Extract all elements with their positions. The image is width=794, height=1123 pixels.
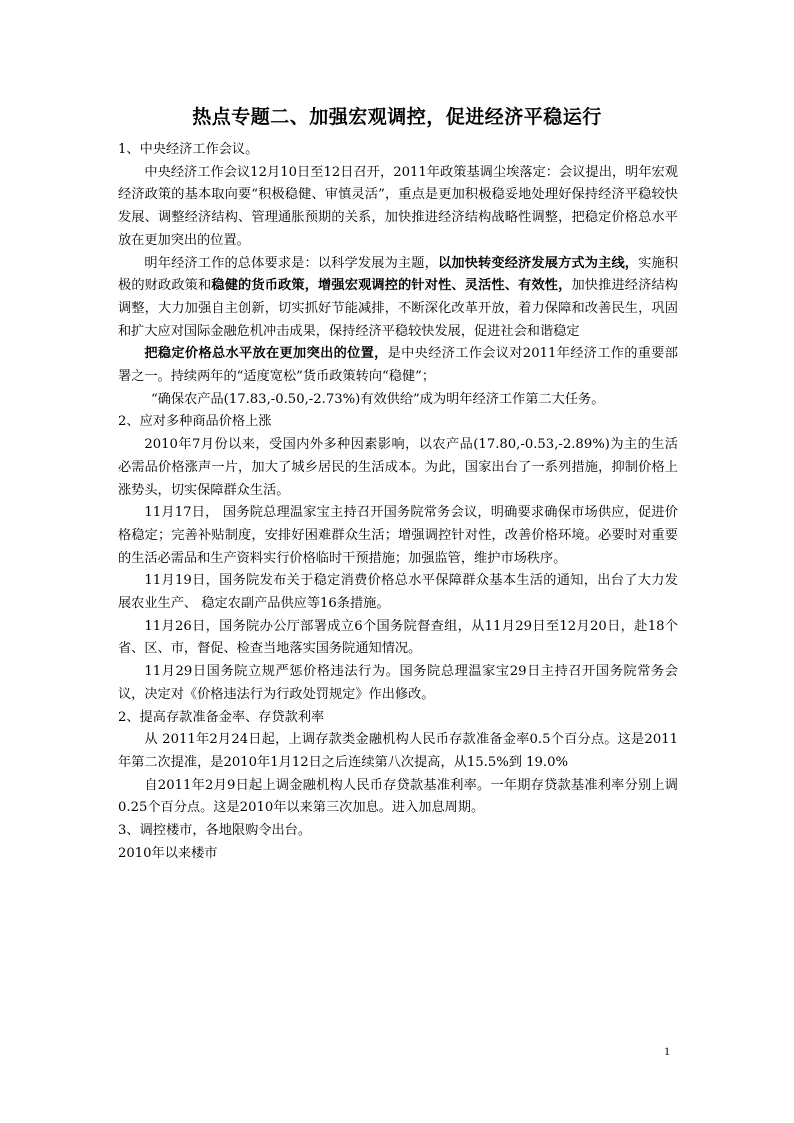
bold-span: 以加快转变经济发展方式为主线，: [437, 255, 639, 271]
paragraph-housing: 2010年以来楼市: [118, 845, 218, 861]
paragraph-nov19: 11月19日，国务院发布关于稳定消费价格总水平保障群众基本生活的通知，出台了大力发展农业生产、 稳定农副产品供应等16条措施。: [118, 573, 678, 612]
section-heading-prices: 2、应对多种商品价格上涨: [118, 414, 272, 430]
text-span: 明年经济工作的总体要求是：以科学发展为主题，: [144, 255, 438, 271]
paragraph-nov17: 11月17日， 国务院总理温家宝主持召开国务院常务会议，明确要求确保市场供应，促进价格稳定；完善补贴制度，安排好困难群众生活；增强调控针对性，改善价格环境。必要时对重要的生活必需品和生产资料实行价格临时干预措施；加强监管，维护市场秩序。: [118, 505, 678, 566]
section-heading-reserve-rates: 2、提高存款准备金率、存贷款利率: [118, 709, 325, 725]
paragraph-nov26: 11月26日，国务院办公厅部署成立6个国务院督查组，从11月29日至12月20日，赴18个省、区、市，督促、检查当地落实国务院通知情况。: [118, 618, 678, 657]
page-title: 热点专题二、加强宏观调控，促进经济平稳运行: [192, 106, 602, 128]
bold-span: 稳健的货币政策，增强宏观调控的针对性、灵活性、有效性，: [211, 278, 572, 294]
bold-span: 把稳定价格总水平放在更加突出的位置，: [144, 346, 388, 362]
page-number: 1: [664, 1044, 670, 1058]
text-span: 实施积极的财政政策和: [118, 255, 679, 294]
text-span: 加快推进经济结构调整，大力加强自主创新，切实抓好节能减排，不断深化改革开放，着力保障和改善民生，巩固和扩大应对国际金融危机冲击成果，保持经济平稳较快发展，促进社会和谐稳定: [118, 278, 678, 339]
paragraph-meeting-intro: 中央经济工作会议12月10日至12日召开，2011年政策基调尘埃落定：会议提出，明年宏观经济政策的基本取向要“积极稳健、审慎灵活”，重点是更加积极稳妥地处理好保持经济平稳较快发展、调整经济结构、管理通胀预期的关系，加快推进经济结构战略性调整，把稳定价格总水平放在更加突出的位置。: [118, 164, 678, 248]
paragraph-agri-supply: “确保农产品(17.83,-0.50,-2.73%)有效供给”成为明年经济工作第二大任务。: [151, 391, 605, 407]
paragraph-interest-rate: 自2011年2月9日起上调金融机构人民币存贷款基准利率。一年期存贷款基准利率分别上调0.25个百分点。这是2010年以来第三次加息。进入加息周期。: [118, 777, 678, 816]
paragraph-reserve-ratio: 从 2011年2月24日起，上调存款类金融机构人民币存款准备金率0.5个百分点。这是2011年第二次提准，是2010年1月12日之后连续第八次提高，从15.5%到 19.0%: [118, 732, 678, 770]
paragraph-price-rise: 2010年7月份以来，受国内外多种因素影响，以农产品(17.80,-0.53,-2.89%)为主的生活必需品价格涨声一片，加大了城乡居民的生活成本。为此，国家出台了一系列措施，抑制价格上涨势头，切实保障群众生活。: [118, 437, 678, 498]
section-heading-housing: 3、调控楼市，各地限购令出台。: [118, 823, 312, 839]
document-body: [118, 139, 678, 866]
paragraph-price-stability: [118, 343, 678, 388]
text-span: 是中央经济工作会议对2011年经济工作的重要部署之一。持续两年的“适度宽松”货币政策转向“稳健”；: [118, 346, 678, 385]
paragraph-nov29: 11月29日国务院立规严惩价格违法行为。国务院总理温家宝29日主持召开国务院常务会议，决定对《价格违法行为行政处罚规定》作出修改。: [118, 664, 678, 702]
paragraph-general-requirements: [118, 253, 678, 344]
section-heading-meeting: 1、中央经济工作会议。: [118, 142, 259, 157]
